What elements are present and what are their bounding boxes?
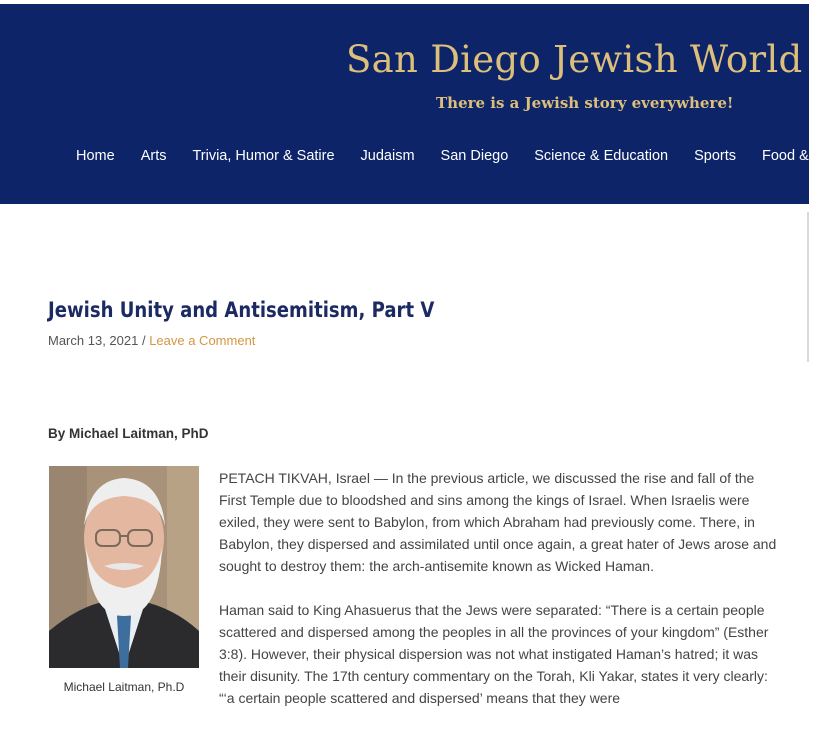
post-meta xyxy=(48,333,255,348)
article-body xyxy=(219,467,779,731)
author-photo xyxy=(49,466,199,668)
nav-item-san-diego[interactable]: San Diego xyxy=(440,148,509,164)
author-portrait-image xyxy=(49,466,199,668)
nav-item-science-education[interactable]: Science & Education xyxy=(534,148,669,164)
nav-item-trivia[interactable]: Trivia, Humor & Satire xyxy=(192,148,335,164)
article-paragraph: PETACH TIKVAH, Israel — In the previous article, we discussed the rise and fall of the First Temple due to bloodshed and sins among the kings of Israel. When Israelis were exiled, they were sent to Babylon, from which Abraham had previously come. There, in Babylon, they dispersed and assimilated until once again, a great hater of Jews arose and sought to destroy them: the arch-antisemite known as Wicked Haman. xyxy=(219,470,777,574)
post-title[interactable]: Jewish Unity and Antisemitism, Part V xyxy=(48,298,435,322)
site-title[interactable]: San Diego Jewish World xyxy=(346,38,803,81)
nav-item-judaism[interactable]: Judaism xyxy=(360,148,415,164)
byline: By Michael Laitman, PhD xyxy=(48,426,209,441)
article-paragraph: Haman said to King Ahasuerus that the Jews were separated: “There is a certain people scattered and dispersed among the peoples in all the provinces of your kingdom” (Esther 3:8). However, their physical dispersion was not what instigated Haman’s hatred; it was their disunity. The 17th century commentary on the Torah, Kli Yakar, states it very clearly: “‘a certain people scattered and dispersed’ means that they were xyxy=(219,602,769,706)
scrollbar[interactable] xyxy=(807,212,809,362)
site-tagline: There is a Jewish story everywhere! xyxy=(436,94,734,112)
post-date: March 13, 2021 xyxy=(48,333,139,348)
main-nav xyxy=(76,148,821,164)
site-header xyxy=(0,4,821,204)
nav-item-food[interactable]: Food & T xyxy=(762,148,821,164)
photo-caption: Michael Laitman, Ph.D xyxy=(63,680,185,694)
nav-item-arts[interactable]: Arts xyxy=(140,148,167,164)
nav-item-sports[interactable]: Sports xyxy=(694,148,736,164)
leave-comment-link[interactable]: Leave a Comment xyxy=(149,333,256,348)
meta-separator: / xyxy=(138,333,150,348)
nav-item-home[interactable]: Home xyxy=(76,148,115,164)
